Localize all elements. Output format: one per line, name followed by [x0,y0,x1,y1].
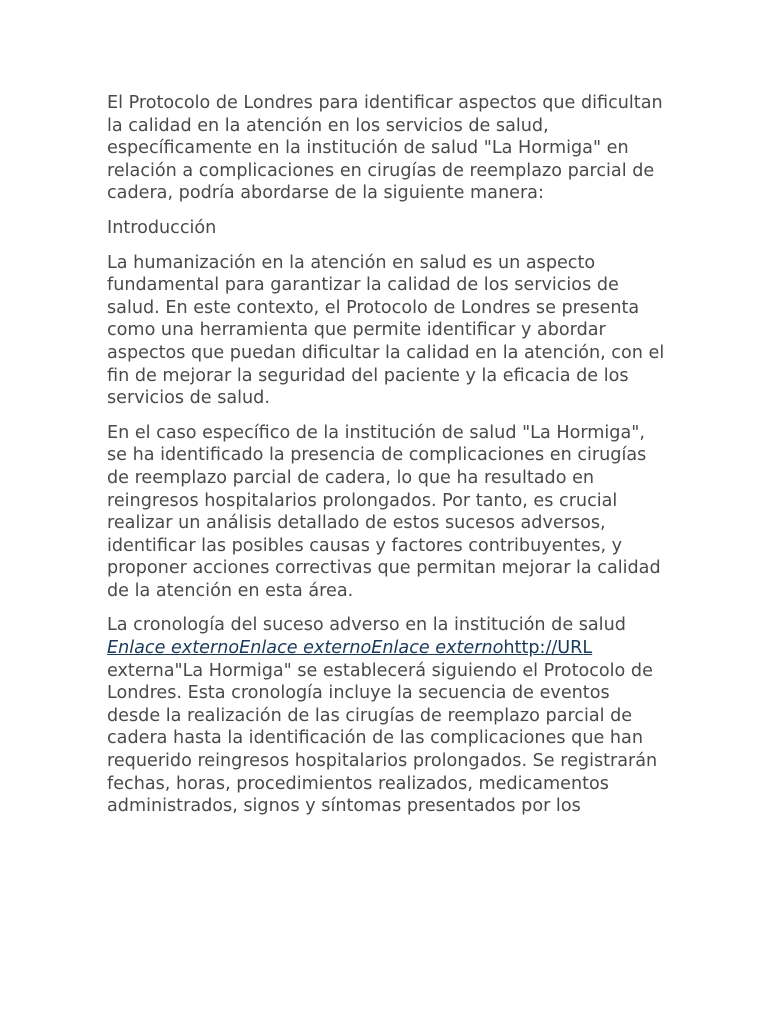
intro-paragraph: El Protocolo de Londres para identificar aspectos que dificultan la calidad en la atención en los servicios de salud, específicamente en la institución de salud "La Hormiga" en relación a complicaciones en cirugías de reemplazo parcial de cadera, podría abordarse de la siguiente manera: [107,93,663,204]
cronologia-text-before: La cronología del suceso adverso en la institución de salud [107,615,626,636]
external-link[interactable]: Enlace externoEnlace externoEnlace externo [107,638,504,659]
paragraph-humanizacion: La humanización en la atención en salud es un aspecto fundamental para garantizar la calidad de los servicios de salud. En este contexto, el Protocolo de Londres se presenta como una herramienta que permite identificar y abordar aspectos que puedan dificultar la calidad en la atención, con el fin de mejorar la seguridad del paciente y la eficacia de los servicios de salud. [107,252,665,409]
url-link[interactable]: http://URL [503,638,593,659]
paragraph-caso: En el caso específico de la institución de salud "La Hormiga", se ha identificado la presencia de complicaciones en cirugías de reemplazo parcial de cadera, lo que ha resultado en reingresos hospitalarios prolongados. Por tanto, es crucial realizar un análisis detallado de estos sucesos adversos, identificar las posibles causas y factores contribuyentes, y proponer acciones correctivas que permitan mejorar la calidad de la atención en esta área. [107,422,661,601]
document-body [107,92,667,830]
section-heading: Introducción [107,217,217,238]
paragraph-cronologia [107,614,667,817]
cronologia-text-after: externa"La Hormiga" se establecerá siguiendo el Protocolo de Londres. Esta cronología incluye la secuencia de eventos desde la realización de las cirugías de reemplazo parcial de cadera hasta la identificación de las complicaciones que han requerido reingresos hospitalarios prolongados. Se registrarán fechas, horas, procedimientos realizados, medicamentos administrados, signos y síntomas presentados por los [107,660,658,817]
